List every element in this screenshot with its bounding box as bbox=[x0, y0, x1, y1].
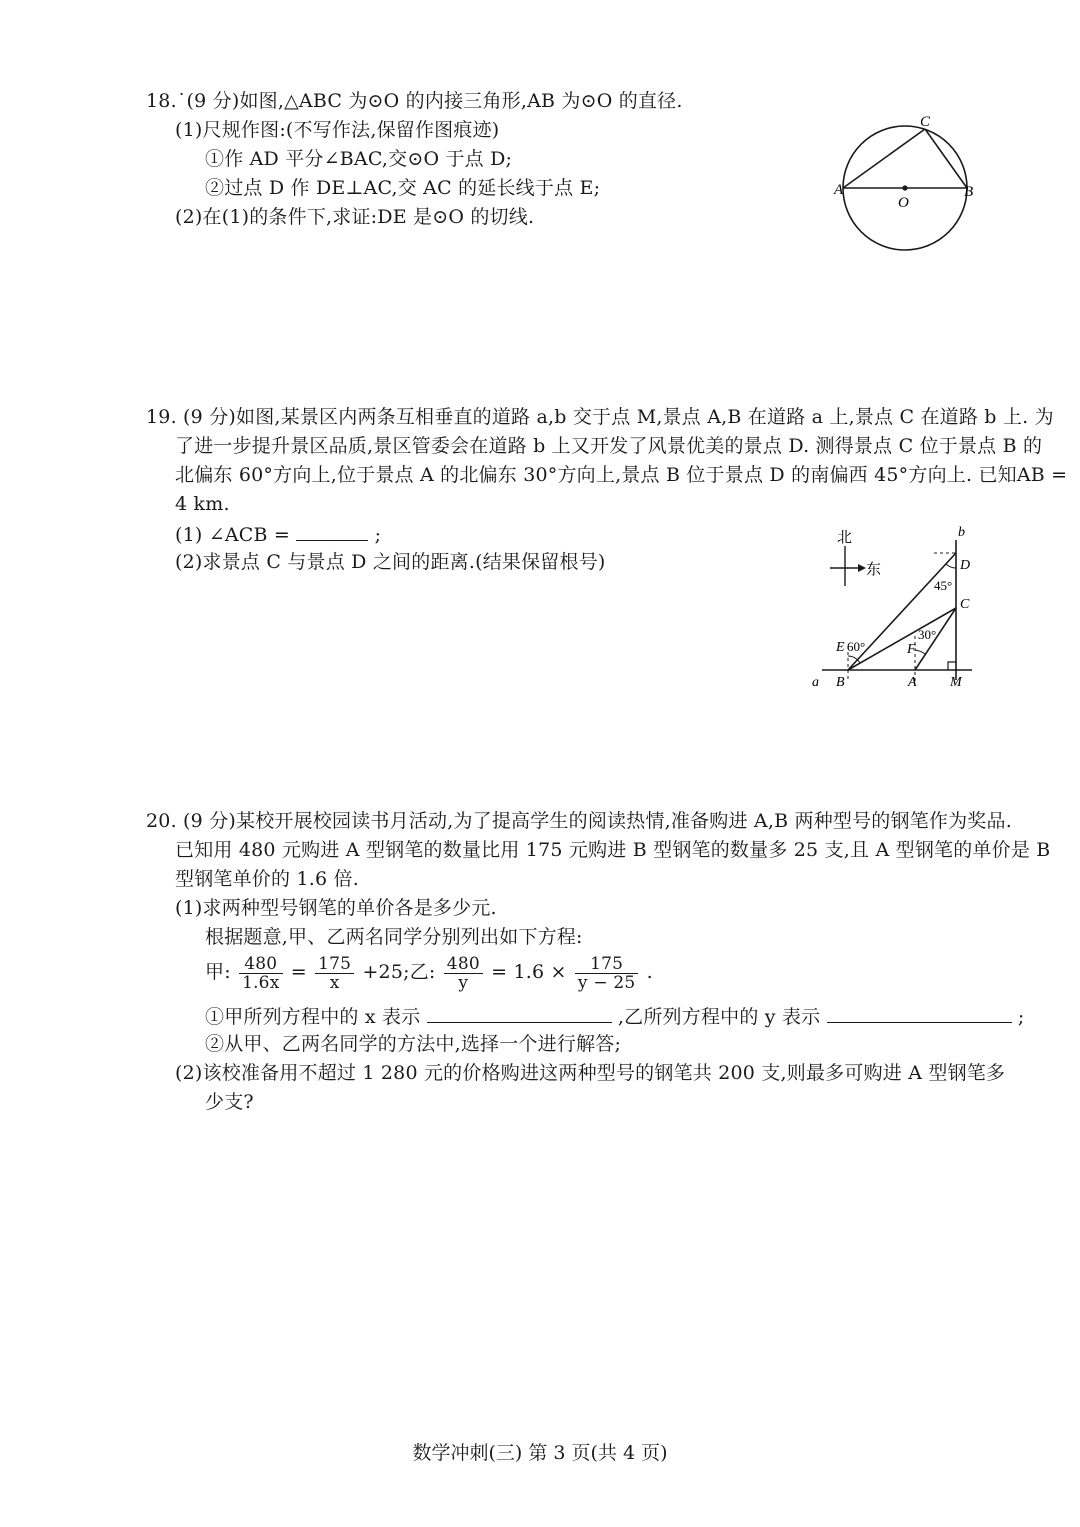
point-F-label: F bbox=[907, 642, 916, 657]
point-E-label: E bbox=[836, 640, 845, 655]
road-a-label: a bbox=[812, 675, 819, 690]
eq-equals-1: = bbox=[290, 961, 307, 983]
q20-line3: 型钢笔单价的 1.6 倍. bbox=[175, 868, 359, 890]
q19-road-figure bbox=[810, 520, 980, 695]
page-footer: 数学冲刺(三) 第 3 页(共 4 页) bbox=[412, 1442, 668, 1464]
q18-part1: (1)尺规作图:(不写作法,保留作图痕迹) bbox=[175, 119, 500, 141]
angle-30-label: 30° bbox=[918, 627, 937, 642]
q19-part1 bbox=[175, 518, 381, 550]
east-label: 东 bbox=[866, 560, 882, 578]
q20-part1a-end: ; bbox=[1017, 1006, 1025, 1028]
q20-part1b: ②从甲、乙两名同学的方法中,选择一个进行解答; bbox=[205, 1033, 622, 1055]
answer-blank-x[interactable] bbox=[427, 1000, 612, 1023]
q18-circle-figure bbox=[830, 112, 980, 262]
eq-equals-2: = 1.6 × bbox=[491, 961, 567, 983]
q20-part1a-mid: ,乙所列方程中的 y 表示 bbox=[617, 1006, 821, 1028]
q18-part1a: ①作 AD 平分∠BAC,交⊙O 于点 D; bbox=[205, 148, 513, 170]
q19-line1: 19. (9 分)如图,某景区内两条互相垂直的道路 a,b 交于点 M,景点 A,B 在道路 a 上,景点 C 在道路 b 上. 为 bbox=[146, 406, 1054, 428]
point-A-label: A bbox=[908, 675, 917, 690]
eq-end: . bbox=[646, 961, 653, 983]
angle-45-label: 45° bbox=[934, 578, 953, 593]
eq-plus-yi: +25;乙: bbox=[362, 961, 436, 983]
point-M-label: M bbox=[950, 675, 962, 690]
q19-line2: 了进一步提升景区品质,景区管委会在道路 b 上又开发了风景优美的景点 D. 测得景点 C 位于景点 B 的 bbox=[175, 435, 1043, 457]
q20-part1: (1)求两种型号钢笔的单价各是多少元. bbox=[175, 897, 497, 919]
label-C: C bbox=[920, 114, 931, 130]
eq-jia-label: 甲: bbox=[205, 961, 231, 983]
q18-stem: 18.˙(9 分)如图,△ABC 为⊙O 的内接三角形,AB 为⊙O 的直径. bbox=[146, 90, 683, 112]
q20-line1: 20. (9 分)某校开展校园读书月活动,为了提高学生的阅读热情,准备购进 A,B 两种型号的钢笔作为奖品. bbox=[146, 810, 1012, 832]
label-O: O bbox=[898, 195, 909, 211]
q19-line4: 4 km. bbox=[175, 493, 230, 515]
eq-fraction-4: $\frac{175}{y - 25}$ bbox=[575, 955, 639, 992]
q18-part2: (2)在(1)的条件下,求证:DE 是⊙O 的切线. bbox=[175, 206, 535, 228]
q20-equations bbox=[205, 952, 653, 992]
q20-part2-line1: (2)该校准备用不超过 1 280 元的价格购进这两种型号的钢笔共 200 支,则最多可购进 A 型钢笔多 bbox=[175, 1062, 1006, 1084]
road-b-label: b bbox=[958, 525, 965, 540]
north-label: 北 bbox=[837, 528, 853, 546]
q20-part2-line2: 少支? bbox=[205, 1091, 254, 1113]
eq-fraction-1: $\frac{480}{1.6x}$ bbox=[239, 955, 282, 992]
point-B-label: B bbox=[836, 675, 845, 690]
answer-blank-y[interactable] bbox=[827, 1000, 1012, 1023]
q18-part1b: ②过点 D 作 DE⊥AC,交 AC 的延长线于点 E; bbox=[205, 177, 601, 199]
angle-60-label: 60° bbox=[847, 639, 866, 654]
q19-part1-suffix: ; bbox=[374, 524, 382, 546]
q19-part2: (2)求景点 C 与景点 D 之间的距离.(结果保留根号) bbox=[175, 551, 606, 573]
q20-part1a-prefix: ①甲所列方程中的 x 表示 bbox=[205, 1006, 421, 1028]
eq-fraction-2: $\frac{175}{x}$ bbox=[315, 955, 354, 992]
q20-line2: 已知用 480 元购进 A 型钢笔的数量比用 175 元购进 B 型钢笔的数量多 25 支,且 A 型钢笔的单价是 B bbox=[175, 839, 1051, 861]
answer-blank-angle[interactable] bbox=[296, 518, 368, 541]
q20-part1-intro: 根据题意,甲、乙两名同学分别列出如下方程: bbox=[205, 926, 583, 948]
label-B: B bbox=[964, 184, 974, 200]
q19-part1-prefix: (1) ∠ACB = bbox=[175, 524, 291, 546]
q20-part1a bbox=[205, 1000, 1024, 1032]
point-D-label: D bbox=[960, 558, 971, 573]
q19-line3: 北偏东 60°方向上,位于景点 A 的北偏东 30°方向上,景点 B 位于景点 D 的南偏西 45°方向上. 已知AB = bbox=[175, 464, 1068, 486]
eq-fraction-3: $\frac{480}{y}$ bbox=[444, 955, 483, 992]
point-C-label: C bbox=[960, 597, 970, 612]
label-A: A bbox=[834, 182, 844, 198]
